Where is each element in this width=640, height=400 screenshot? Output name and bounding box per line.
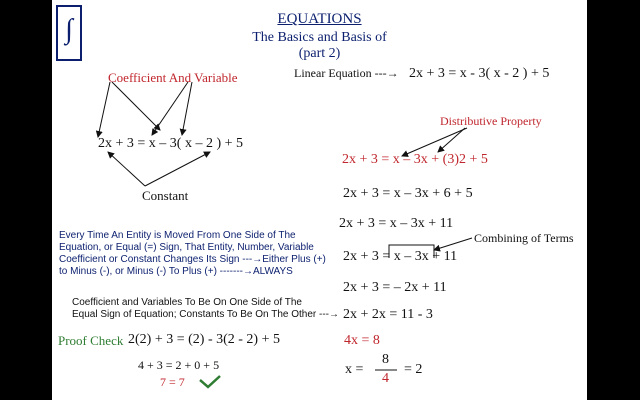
fraction-result: = 2 bbox=[404, 362, 423, 377]
sign-rule-line-2: Equation, or Equal (=) Sign, That Entity, Number, Variable bbox=[59, 242, 314, 253]
sign-rule-line-4: to Minus (-), or Minus (-) To Plus (+) -------→ALWAYS bbox=[59, 266, 293, 277]
step-7: 4x = 8 bbox=[344, 333, 380, 348]
step-2: 2x + 3 = x – 3x + 6 + 5 bbox=[343, 186, 473, 201]
sides-rule-line-2: Equal Sign of Equation; Constants To Be On The Other ---→ bbox=[72, 309, 339, 320]
distributive-label: Distributive Property bbox=[440, 114, 542, 128]
slide bbox=[52, 0, 587, 400]
combining-label: Combining of Terms bbox=[474, 231, 574, 245]
proof-line-3: 7 = 7 bbox=[160, 375, 185, 389]
proof-line-2: 4 + 3 = 2 + 0 + 5 bbox=[138, 358, 220, 372]
fraction-numerator: 8 bbox=[382, 352, 389, 367]
constant-label: Constant bbox=[142, 188, 189, 203]
coefficient-label: Coefficient And Variable bbox=[108, 70, 238, 85]
sign-rule-line-1: Every Time An Entity is Moved From One Side of The bbox=[59, 230, 296, 241]
checkmark-icon bbox=[200, 376, 220, 387]
page-subtitle: The Basics and Basis of bbox=[252, 30, 387, 45]
linear-equation-label: Linear Equation ---→ bbox=[294, 66, 399, 80]
step-5: 2x + 3 = – 2x + 11 bbox=[343, 280, 447, 295]
sides-rule-line-1: Coefficient and Variables To Be On One Side of The bbox=[72, 297, 302, 308]
step-1: 2x + 3 = x – 3x + (3)2 + 5 bbox=[342, 152, 488, 167]
proof-check-label: Proof Check bbox=[58, 333, 124, 348]
linear-equation: 2x + 3 = x - 3( x - 2 ) + 5 bbox=[409, 66, 550, 81]
step-6: 2x + 2x = 11 - 3 bbox=[343, 307, 433, 322]
integral-icon: ∫ bbox=[56, 5, 82, 61]
step-4: 2x + 3 = x – 3x + 11 bbox=[343, 249, 458, 264]
main-equation: 2x + 3 = x – 3( x – 2 ) + 5 bbox=[98, 136, 244, 151]
fraction-denominator: 4 bbox=[382, 371, 389, 386]
page-subtitle-part: (part 2) bbox=[298, 46, 341, 61]
fraction-lhs: x = bbox=[345, 362, 364, 377]
page-title: EQUATIONS bbox=[277, 11, 362, 27]
step-3: 2x + 3 = x – 3x + 11 bbox=[339, 216, 454, 231]
proof-line-1: 2(2) + 3 = (2) - 3(2 - 2) + 5 bbox=[128, 332, 280, 347]
sign-rule-line-3: Coefficient or Constant Changes Its Sign ---→Either Plus (+) bbox=[59, 254, 326, 265]
